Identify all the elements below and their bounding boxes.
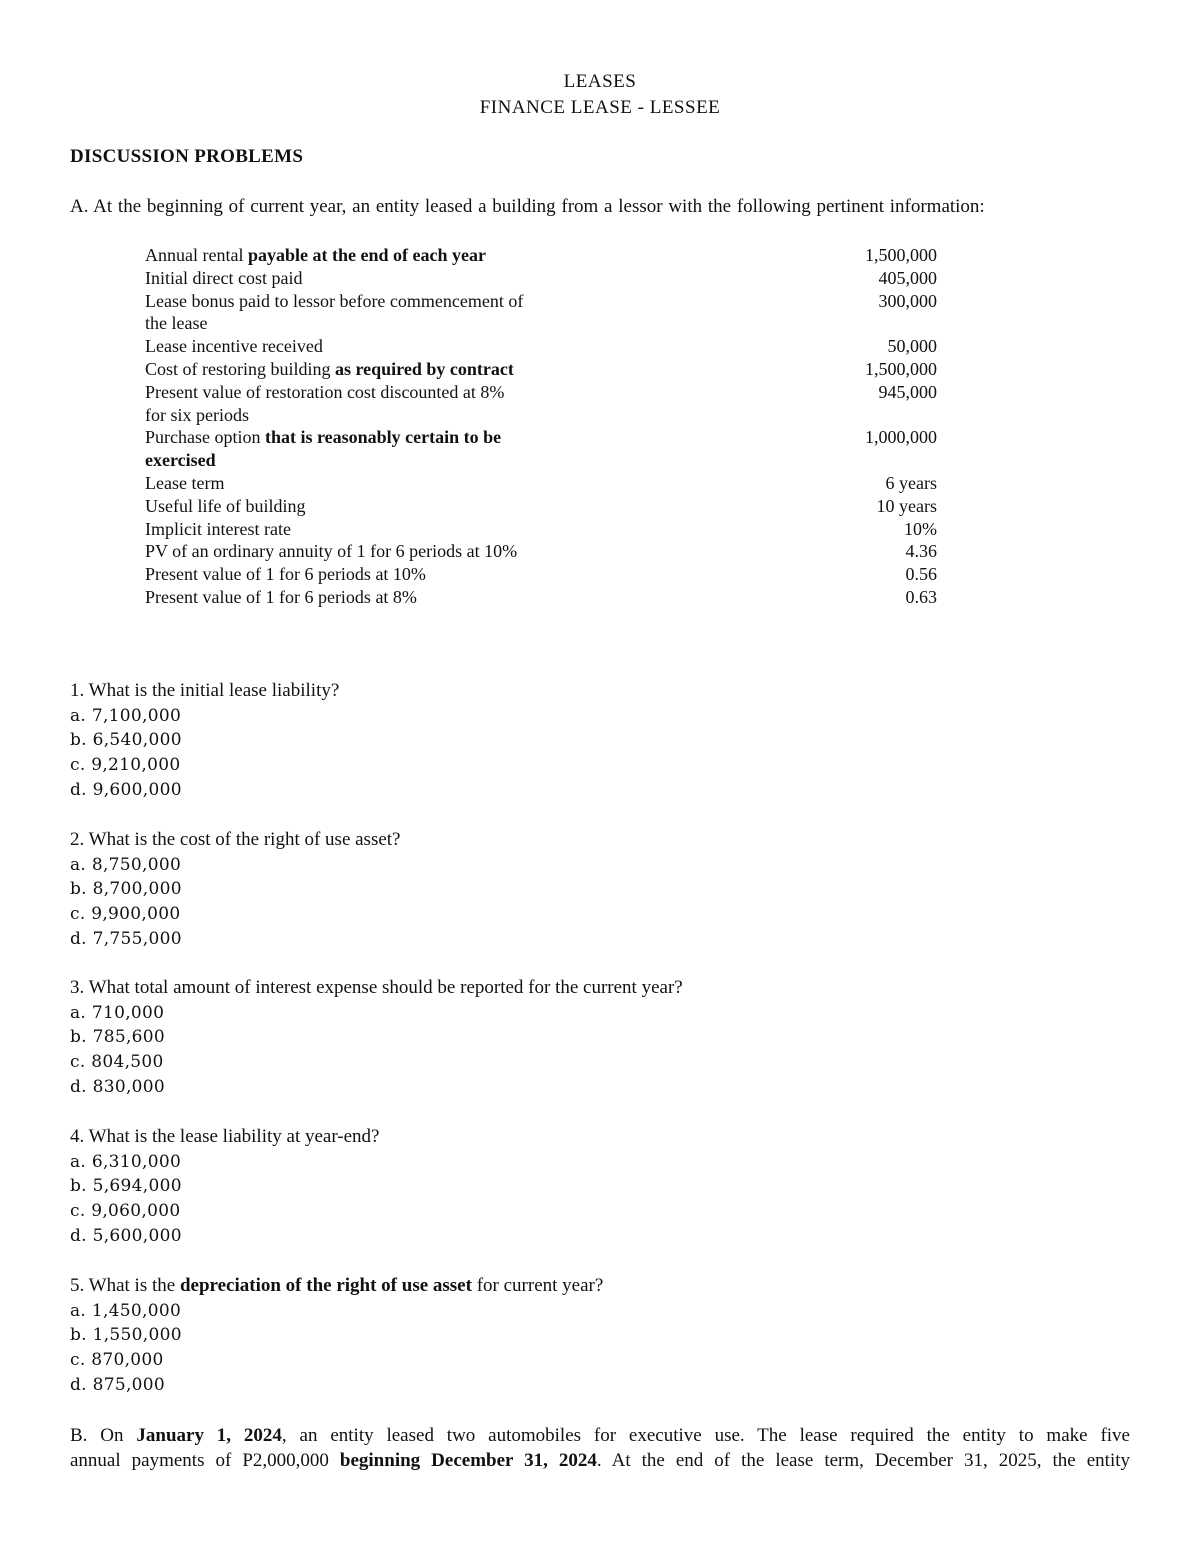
info-item <box>145 426 937 472</box>
answer-choice: c. 9,210,000 <box>70 755 181 776</box>
info-item-value: 405,000 <box>878 267 937 288</box>
info-item <box>145 290 937 336</box>
info-item <box>145 358 937 381</box>
info-item <box>145 518 937 541</box>
answer-choice: d. 5,600,000 <box>70 1225 182 1246</box>
problem-b-paragraph <box>70 1423 1130 1473</box>
info-item-value: 10% <box>904 518 937 539</box>
info-item-value: 50,000 <box>887 336 937 357</box>
answer-choice: c. 9,900,000 <box>70 904 181 925</box>
question-1 <box>70 679 339 803</box>
info-item-value: 4.36 <box>905 541 937 562</box>
info-item <box>145 381 937 427</box>
answer-choice: b. 5,694,000 <box>70 1176 182 1197</box>
problem-b-line: B. On January 1, 2024, an entity leased two automobiles for executive use. The lease required the entity to make five <box>70 1425 1130 1446</box>
info-item-label: Annual rental payable at the end of each year <box>145 245 486 265</box>
answer-choice: c. 804,500 <box>70 1052 164 1073</box>
question-3 <box>70 976 683 1100</box>
info-item <box>145 495 937 518</box>
info-item <box>145 563 937 586</box>
info-item <box>145 540 937 563</box>
answer-choice: d. 7,755,000 <box>70 928 182 949</box>
problem-b-line: annual payments of P2,000,000 beginning December 31, 2024. At the end of the lease term, December 31, 2025, the entity <box>70 1450 1130 1471</box>
info-item <box>145 586 937 609</box>
answer-choice: d. 9,600,000 <box>70 779 182 800</box>
answer-choice: a. 710,000 <box>70 1002 165 1023</box>
answer-choice: d. 830,000 <box>70 1076 165 1097</box>
info-item-value: 0.63 <box>905 586 937 607</box>
answer-choice: b. 1,550,000 <box>70 1325 182 1346</box>
answer-choice: c. 9,060,000 <box>70 1201 181 1222</box>
question-text: 2. What is the cost of the right of use asset? <box>70 829 401 850</box>
answer-choice: d. 875,000 <box>70 1374 165 1395</box>
answer-choice: a. 8,750,000 <box>70 854 182 875</box>
problem-a-intro: A. At the beginning of current year, an entity leased a building from a lessor with the following pertinent information: <box>70 196 985 217</box>
info-item-value: 0.56 <box>905 564 937 585</box>
info-item <box>145 335 937 358</box>
info-item-label: PV of an ordinary annuity of 1 for 6 periods at 10% <box>145 541 518 562</box>
info-item-value: 10 years <box>876 495 937 516</box>
answer-choice: c. 870,000 <box>70 1350 164 1371</box>
answer-choice: b. 785,600 <box>70 1027 165 1048</box>
info-item <box>145 267 937 290</box>
section-heading: DISCUSSION PROBLEMS <box>70 146 304 167</box>
info-item-label: Present value of restoration cost discounted at 8% for six periods <box>145 381 505 425</box>
info-item <box>145 244 937 267</box>
info-item-label: Present value of 1 for 6 periods at 8% <box>145 586 417 607</box>
lease-information-list <box>145 244 937 609</box>
document-subtitle: FINANCE LEASE - LESSEE <box>479 97 721 118</box>
info-item <box>145 472 937 495</box>
info-item-label: Useful life of building <box>145 495 306 516</box>
answer-choice: b. 8,700,000 <box>70 879 182 900</box>
answer-choice: a. 1,450,000 <box>70 1300 182 1321</box>
info-item-label: Present value of 1 for 6 periods at 10% <box>145 564 426 585</box>
info-item-label: Lease incentive received <box>145 336 323 357</box>
info-item-value: 6 years <box>885 472 937 493</box>
info-item-value: 300,000 <box>878 290 937 311</box>
question-2 <box>70 828 401 952</box>
question-text: 1. What is the initial lease liability? <box>70 680 340 701</box>
answer-choice: a. 6,310,000 <box>70 1151 182 1172</box>
info-item-label: Purchase option that is reasonably certain to be exercised <box>145 427 502 471</box>
info-item-value: 1,500,000 <box>865 245 937 265</box>
info-item-value: 945,000 <box>878 381 937 402</box>
question-text: 5. What is the depreciation of the right of use asset for current year? <box>70 1275 604 1296</box>
question-5 <box>70 1274 603 1398</box>
question-4 <box>70 1125 379 1249</box>
info-item-label: Lease term <box>145 472 225 493</box>
info-item-value: 1,500,000 <box>865 358 937 379</box>
answer-choice: b. 6,540,000 <box>70 730 182 751</box>
document-title: LEASES <box>563 71 637 92</box>
info-item-label: Lease bonus paid to lessor before commencement of the lease <box>145 290 524 334</box>
info-item-value: 1,000,000 <box>865 427 937 448</box>
info-item-label: Cost of restoring building as required by contract <box>145 358 514 379</box>
question-text: 4. What is the lease liability at year-end? <box>70 1126 380 1147</box>
info-item-label: Implicit interest rate <box>145 518 291 539</box>
answer-choice: a. 7,100,000 <box>70 705 182 726</box>
info-item-label: Initial direct cost paid <box>145 267 303 288</box>
question-text: 3. What total amount of interest expense should be reported for the current year? <box>70 977 683 998</box>
